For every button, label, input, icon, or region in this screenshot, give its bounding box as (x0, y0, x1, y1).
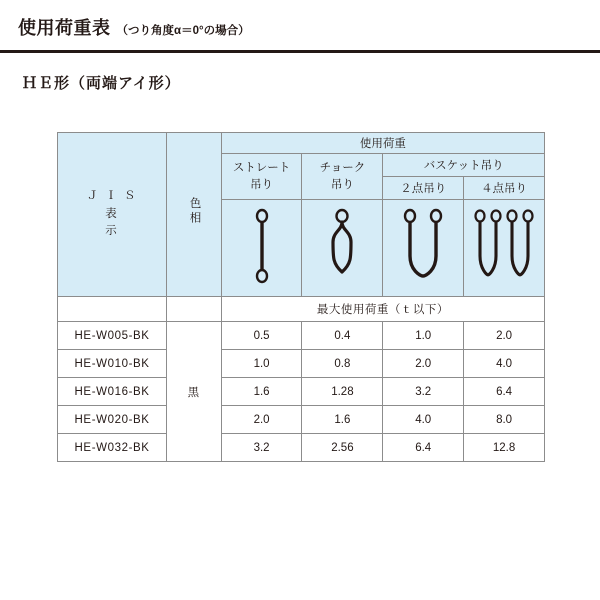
section-title: ＨＥ形（両端アイ形） (22, 75, 181, 92)
row-value-choke: 0.4 (302, 322, 383, 350)
row-jis-code: HE-W010-BK (58, 350, 167, 378)
page-subtitle: （つり角度α＝0°の場合） (116, 25, 250, 37)
row-jis-code: HE-W016-BK (58, 378, 167, 406)
choke-label-line-2: 吊り (330, 178, 354, 191)
choke-sling-icon (320, 208, 364, 288)
jis-label-line-3: 示 (105, 225, 119, 238)
pictogram-cell-straight (221, 200, 302, 297)
row-value-basket2: 1.0 (383, 322, 464, 350)
table-row (58, 434, 545, 462)
pictogram-cell-basket-2point (383, 200, 464, 297)
color-swatch-black: 黒 (167, 322, 222, 462)
header-cell-jis (58, 133, 167, 297)
header-cell-usable-load: 使用荷重 (221, 133, 544, 154)
table-row (58, 322, 545, 350)
table-maxload-row (58, 297, 545, 322)
row-value-basket2: 3.2 (383, 378, 464, 406)
load-table (57, 132, 545, 462)
jis-label-line-1: Ｊ Ｉ Ｓ (86, 189, 138, 202)
row-jis-code: HE-W032-BK (58, 434, 167, 462)
table-row (58, 378, 545, 406)
row-value-choke: 0.8 (302, 350, 383, 378)
row-value-straight: 2.0 (221, 406, 302, 434)
maxload-label: 最大使用荷重（ｔ以下） (221, 297, 544, 322)
color-label: 色相 (188, 196, 201, 226)
table-header-row-1 (58, 133, 545, 154)
row-value-basket4: 8.0 (464, 406, 545, 434)
pictogram-cell-choke (302, 200, 383, 297)
row-jis-code: HE-W020-BK (58, 406, 167, 434)
header-cell-color (167, 133, 222, 297)
row-value-straight: 3.2 (221, 434, 302, 462)
row-value-straight: 0.5 (221, 322, 302, 350)
header-cell-basket-2point: ２点吊り (383, 177, 464, 200)
row-value-basket4: 4.0 (464, 350, 545, 378)
header-cell-straight (221, 154, 302, 200)
header-cell-choke (302, 154, 383, 200)
row-value-straight: 1.0 (221, 350, 302, 378)
maxload-blank-jis (58, 297, 167, 322)
straight-label-line-1: ストレート (232, 161, 291, 174)
basket-2point-sling-icon (399, 208, 447, 288)
maxload-blank-color (167, 297, 222, 322)
row-value-choke: 1.6 (302, 406, 383, 434)
load-table-wrapper (57, 132, 545, 462)
page-title: 使用荷重表 (18, 18, 111, 38)
pictogram-cell-basket-4point (464, 200, 545, 297)
page-header (0, 0, 600, 53)
basket-4point-sling-icon (473, 208, 535, 288)
row-value-basket2: 4.0 (383, 406, 464, 434)
straight-label-line-2: 吊り (250, 178, 274, 191)
row-value-basket2: 6.4 (383, 434, 464, 462)
straight-sling-icon (242, 208, 282, 288)
row-value-straight: 1.6 (221, 378, 302, 406)
table-row (58, 350, 545, 378)
row-value-basket4: 12.8 (464, 434, 545, 462)
header-cell-basket-4point: ４点吊り (464, 177, 545, 200)
row-value-choke: 1.28 (302, 378, 383, 406)
jis-label-line-2: 表 (105, 207, 119, 220)
table-row (58, 406, 545, 434)
row-value-basket4: 6.4 (464, 378, 545, 406)
choke-label-line-1: チョーク (319, 161, 366, 174)
row-value-basket2: 2.0 (383, 350, 464, 378)
row-jis-code: HE-W005-BK (58, 322, 167, 350)
row-value-basket4: 2.0 (464, 322, 545, 350)
row-value-choke: 2.56 (302, 434, 383, 462)
header-cell-basket: バスケット吊り (383, 154, 545, 177)
